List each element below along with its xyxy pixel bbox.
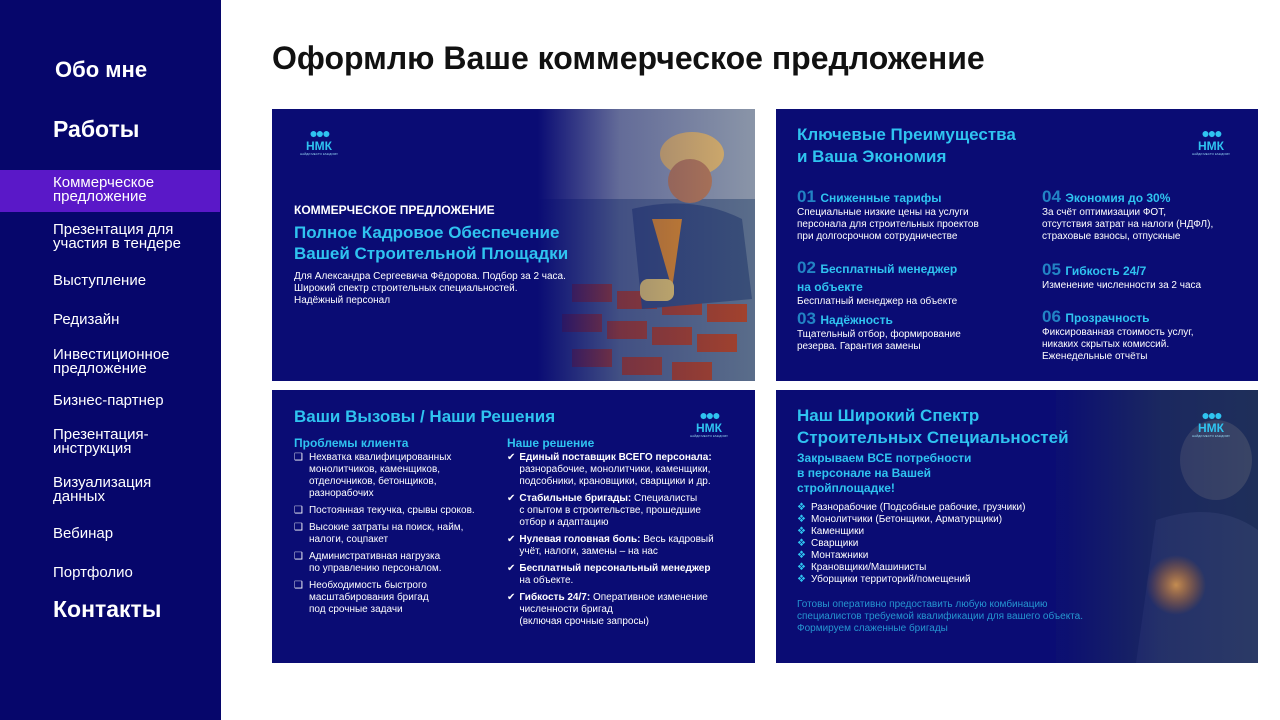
list-item: ❖ Сварщики bbox=[797, 538, 859, 549]
list-item: ✔ Единый поставщик ВСЕГО персонала: разнорабочие, монолитчики, каменщики, подсобники, крановщики, сварщики и др. bbox=[507, 452, 712, 487]
list-item: ✔ Стабильные бригады: Специалисты с опытом в строительстве, прошедшие отбор и адаптацию bbox=[507, 493, 701, 528]
nav-item-business-partner[interactable]: Бизнес-партнер bbox=[53, 392, 164, 409]
diamond-bullet-icon: ❖ bbox=[797, 514, 806, 525]
nav-item-investment-offer[interactable]: Инвестиционное предложение bbox=[53, 346, 170, 377]
nav-about[interactable]: Обо мне bbox=[55, 57, 148, 82]
diamond-bullet-icon: ❖ bbox=[797, 526, 806, 537]
list-item: ❖ Монолитчики (Бетонщики, Арматурщики) bbox=[797, 514, 1003, 525]
checkbox-bullet-icon: ❑ bbox=[294, 580, 303, 591]
slide3-title: Ваши Вызовы / Наши Решения bbox=[294, 407, 556, 426]
people-icon: ●●● bbox=[1201, 125, 1221, 141]
nav-item-data-visualization[interactable]: Визуализация данных bbox=[53, 474, 152, 505]
problems-title: Проблемы клиента bbox=[294, 436, 409, 450]
check-icon: ✔ bbox=[507, 563, 516, 574]
people-icon: ●●● bbox=[1201, 407, 1221, 423]
diamond-bullet-icon: ❖ bbox=[797, 538, 806, 549]
slide4-title: Наш Широкий Спектр Строительных Специальностей bbox=[797, 406, 1069, 447]
list-item: ❑ Необходимость быстрого масштабирования бригад под срочные задачи bbox=[294, 580, 429, 615]
advantage-item: 01 Сниженные тарифы Специальные низкие цены на услуги персонала для строительных проектов при долгосрочном сотрудничестве bbox=[797, 187, 979, 242]
nav-item-webinar[interactable]: Вебинар bbox=[53, 525, 114, 542]
nav-item-tender-presentation[interactable]: Презентация для участия в тендере bbox=[53, 221, 181, 252]
advantage-item: 02 Бесплатный менеджер на объекте Бесплатный менеджер на объекте bbox=[797, 258, 958, 307]
slide-commercial-offer[interactable] bbox=[272, 109, 755, 381]
solutions-list bbox=[507, 452, 747, 633]
nmk-logo: ●●● НМК НАЙДИ МЕСТО КАЖДОМУ bbox=[296, 126, 342, 156]
advantage-item: 03 Надёжность Тщательный отбор, формирование резерва. Гарантия замены bbox=[797, 309, 961, 352]
checkbox-bullet-icon: ❑ bbox=[294, 522, 303, 533]
checkbox-bullet-icon: ❑ bbox=[294, 551, 303, 562]
solutions-title: Наше решение bbox=[507, 436, 595, 450]
slide-challenges-solutions[interactable] bbox=[272, 390, 755, 663]
slide2-title: Ключевые Преимущества и Ваша Экономия bbox=[797, 125, 1016, 166]
nmk-logo: ●●● НМК НАЙДИ МЕСТО КАЖДОМУ bbox=[686, 408, 732, 438]
slide1-kicker: КОММЕРЧЕСКОЕ ПРЕДЛОЖЕНИЕ bbox=[294, 203, 495, 217]
list-item: ❑ Высокие затраты на поиск, найм, налоги, соцпакет bbox=[294, 522, 464, 545]
checkbox-bullet-icon: ❑ bbox=[294, 505, 303, 516]
slide1-description: Для Александра Сергеевича Фёдорова. Подбор за 2 часа. Широкий спектр строительных специальностей. Надёжный персонал bbox=[294, 271, 566, 306]
advantage-item: 05 Гибкость 24/7 Изменение численности за 2 часа bbox=[1042, 260, 1202, 291]
nav-works[interactable]: Работы bbox=[53, 116, 140, 142]
slide-specialties[interactable] bbox=[776, 390, 1258, 663]
check-icon: ✔ bbox=[507, 493, 516, 504]
list-item: ✔ Гибкость 24/7: Оперативное изменение численности бригад (включая срочные запросы) bbox=[507, 592, 708, 627]
check-icon: ✔ bbox=[507, 452, 516, 463]
diamond-bullet-icon: ❖ bbox=[797, 502, 806, 513]
nav-contacts[interactable]: Контакты bbox=[53, 596, 162, 622]
diamond-bullet-icon: ❖ bbox=[797, 562, 806, 573]
checkbox-bullet-icon: ❑ bbox=[294, 452, 303, 463]
slide-advantages[interactable] bbox=[776, 109, 1258, 381]
list-item: ❑ Нехватка квалифицированных монолитчиков, каменщиков, отделочников, бетонщиков, разнорабочих bbox=[294, 452, 452, 499]
list-item: ❖ Монтажники bbox=[797, 550, 869, 561]
nav-item-redesign[interactable]: Редизайн bbox=[53, 311, 120, 328]
sidebar bbox=[0, 0, 221, 720]
advantage-item: 04 Экономия до 30% За счёт оптимизации ФОТ, отсутствия затрат на налоги (НДФЛ), страховые взносы, отпускные bbox=[1042, 187, 1214, 242]
nav-item-commercial-offer[interactable]: Коммерческое предложение bbox=[0, 170, 220, 212]
page-title: Оформлю Ваше коммерческое предложение bbox=[272, 40, 985, 76]
list-item: ❖ Крановщики/Машинисты bbox=[797, 562, 927, 573]
diamond-bullet-icon: ❖ bbox=[797, 574, 806, 585]
people-icon: ●●● bbox=[309, 125, 329, 141]
nav-item-speech[interactable]: Выступление bbox=[53, 272, 147, 289]
nmk-logo: ●●● НМК НАЙДИ МЕСТО КАЖДОМУ bbox=[1188, 126, 1234, 156]
check-icon: ✔ bbox=[507, 592, 516, 603]
slide1-headline: Полное Кадровое Обеспечение Вашей Строительной Площадки bbox=[294, 223, 569, 263]
list-item: ❖ Разнорабочие (Подсобные рабочие, грузчики) bbox=[797, 502, 1026, 513]
list-item: ❖ Каменщики bbox=[797, 526, 865, 537]
list-item: ❑ Постоянная текучка, срывы сроков. bbox=[294, 505, 475, 516]
people-icon: ●●● bbox=[699, 407, 719, 423]
list-item: ❖ Уборщики территорий/помещений bbox=[797, 574, 971, 585]
diamond-bullet-icon: ❖ bbox=[797, 550, 806, 561]
list-item: ✔ Бесплатный персональный менеджер на объекте. bbox=[507, 563, 711, 586]
advantage-item: 06 Прозрачность Фиксированная стоимость услуг, никаких скрытых комиссий. Еженедельные отчёты bbox=[1042, 307, 1194, 362]
nav-item-portfolio[interactable]: Портфолио bbox=[53, 564, 133, 581]
nmk-logo: ●●● НМК НАЙДИ МЕСТО КАЖДОМУ bbox=[1188, 408, 1234, 438]
specialties-list bbox=[797, 502, 1097, 586]
slide4-subtitle: Закрываем ВСЕ потребности в персонале на Вашей стройплощадке! bbox=[797, 451, 972, 495]
nav-item-instruction[interactable]: Презентация- инструкция bbox=[53, 426, 149, 457]
list-item: ❑ Административная нагрузка по управлению персоналом. bbox=[294, 551, 442, 574]
problems-list bbox=[294, 452, 504, 621]
slide4-footer: Готовы оперативно предоставить любую комбинацию специалистов требуемой квалификации для вашего объекта. Формируем слаженные бригады bbox=[797, 599, 1083, 634]
check-icon: ✔ bbox=[507, 534, 516, 545]
list-item: ✔ Нулевая головная боль: Весь кадровый учёт, налоги, замены – на нас bbox=[507, 534, 714, 557]
